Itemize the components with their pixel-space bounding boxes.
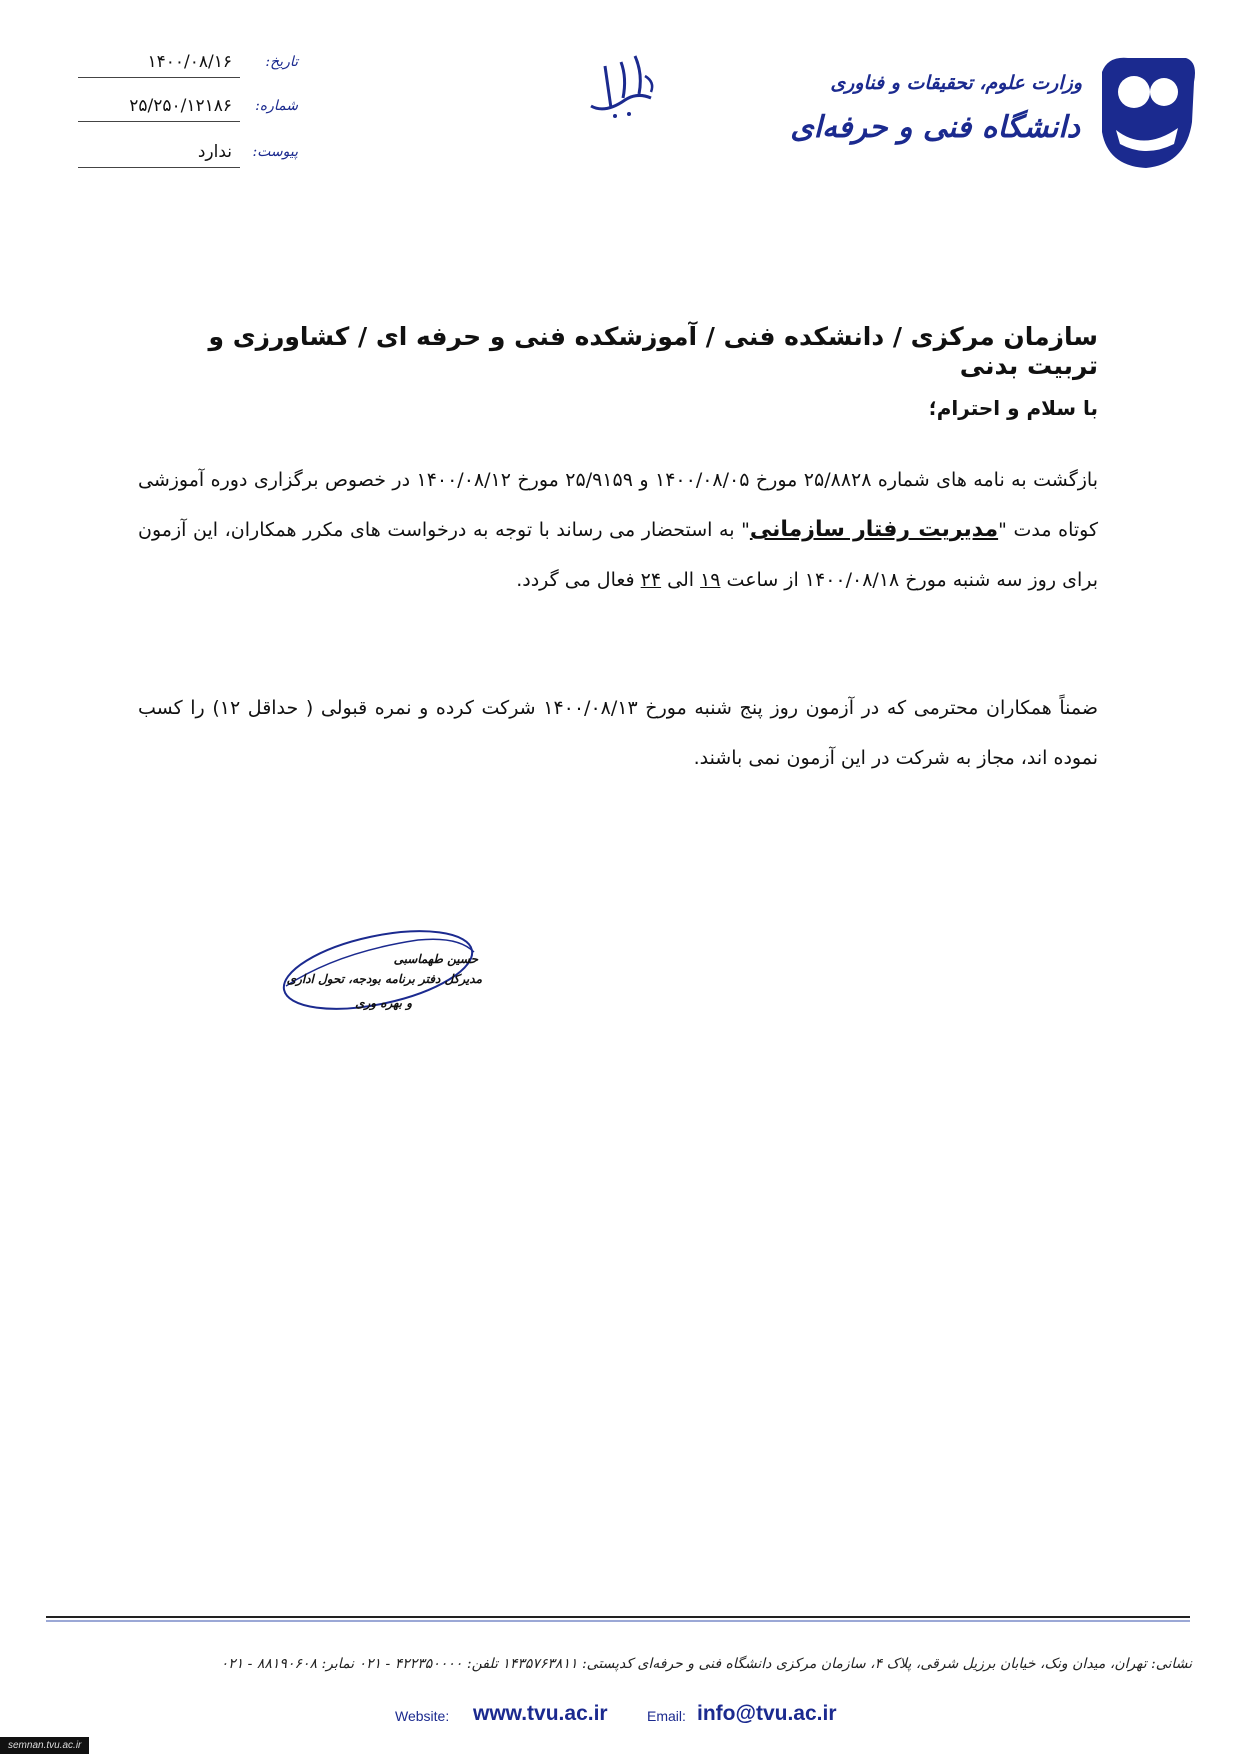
attachment-label: پیوست: [252,144,298,160]
recipient-line: سازمان مرکزی / دانشکده فنی / آموزشکده فنی و حرفه ای / کشاورزی و تربیت بدنی [208,322,1098,380]
signatory-title-line2: و بهره وری [355,996,412,1010]
hour-to: ۲۴ [640,569,662,591]
footer-divider-accent [46,1620,1190,1622]
attachment-line [78,167,240,168]
footer-address: نشانی: تهران، میدان ونک، خیابان برزیل شرقی، پلاک ۴، سازمان مرکزی دانشگاه فنی و حرفه‌ای کدپستی: ۱۴۳۵۷۶۳۸۱۱ تلفن: ۴۲۲۳۵۰۰۰۰ - ۰۲۱ نمابر: ۸۸۱۹۰۶۰۸ - ۰۲۱ [220,1656,1192,1672]
number-value: ۲۵/۲۵۰/۱۲۱۸۶ [129,96,232,116]
ministry-name: وزارت علوم، تحقیقات و فناوری [830,72,1082,94]
basmala-calligraphy [585,48,661,122]
greeting: با سلام و احترام؛ [928,396,1098,420]
email-label: Email: [647,1708,686,1724]
footer-contact [395,1700,865,1730]
email-link[interactable]: info@tvu.ac.ir [697,1702,837,1725]
signatory-name: حسین طهماسبی [393,952,478,966]
source-watermark: semnan.tvu.ac.ir [0,1737,89,1754]
course-name: مدیریت رفتار سازمانی [749,517,999,542]
date-line [78,77,240,78]
number-line [78,121,240,122]
website-link[interactable]: www.tvu.ac.ir [473,1702,608,1725]
hour-from: ۱۹ [700,569,721,591]
date-row [78,52,298,82]
attachment-value: ندارد [197,142,232,162]
paragraph-2: ضمناً همکاران محترمی که در آزمون روز پنج شنبه مورخ ۱۴۰۰/۰۸/۱۳ شرکت کرده و نمره قبولی ( حداقل ۱۲) را کسب نموده اند، مجاز به شرکت در این آزمون نمی باشند. [138,697,1098,769]
paragraph-1 [138,455,1098,605]
signatory-title: مدیرکل دفتر برنامه بودجه، تحول اداری [286,972,482,986]
para1-text-b: " به استحضار می رساند با توجه به درخواست های مکرر همکاران، این آزمون برای روز سه شنبه مورخ ۱۴۰۰/۰۸/۱۸ از ساعت [138,519,1098,591]
university-name: دانشگاه فنی و حرفه‌ای [790,110,1080,145]
date-label: تاریخ: [265,54,298,70]
number-label: شماره: [255,98,298,114]
number-row [78,96,298,126]
website-label: Website: [395,1708,450,1724]
footer-divider [46,1616,1190,1618]
para1-text-a: بازگشت به نامه های شماره ۲۵/۸۸۲۸ مورخ ۱۴۰۰/۰۸/۰۵ و ۲۵/۹۱۵۹ مورخ ۱۴۰۰/۰۸/۱۲ در خصوص برگزاری دوره آموزشی کوتاه مدت " [138,469,1099,541]
para1-text-c: الی [661,569,701,591]
date-value: ۱۴۰۰/۰۸/۱۶ [147,52,232,72]
para1-text-d: فعال می گردد. [516,569,641,591]
university-logo [1094,52,1200,170]
attachment-row [78,142,298,172]
